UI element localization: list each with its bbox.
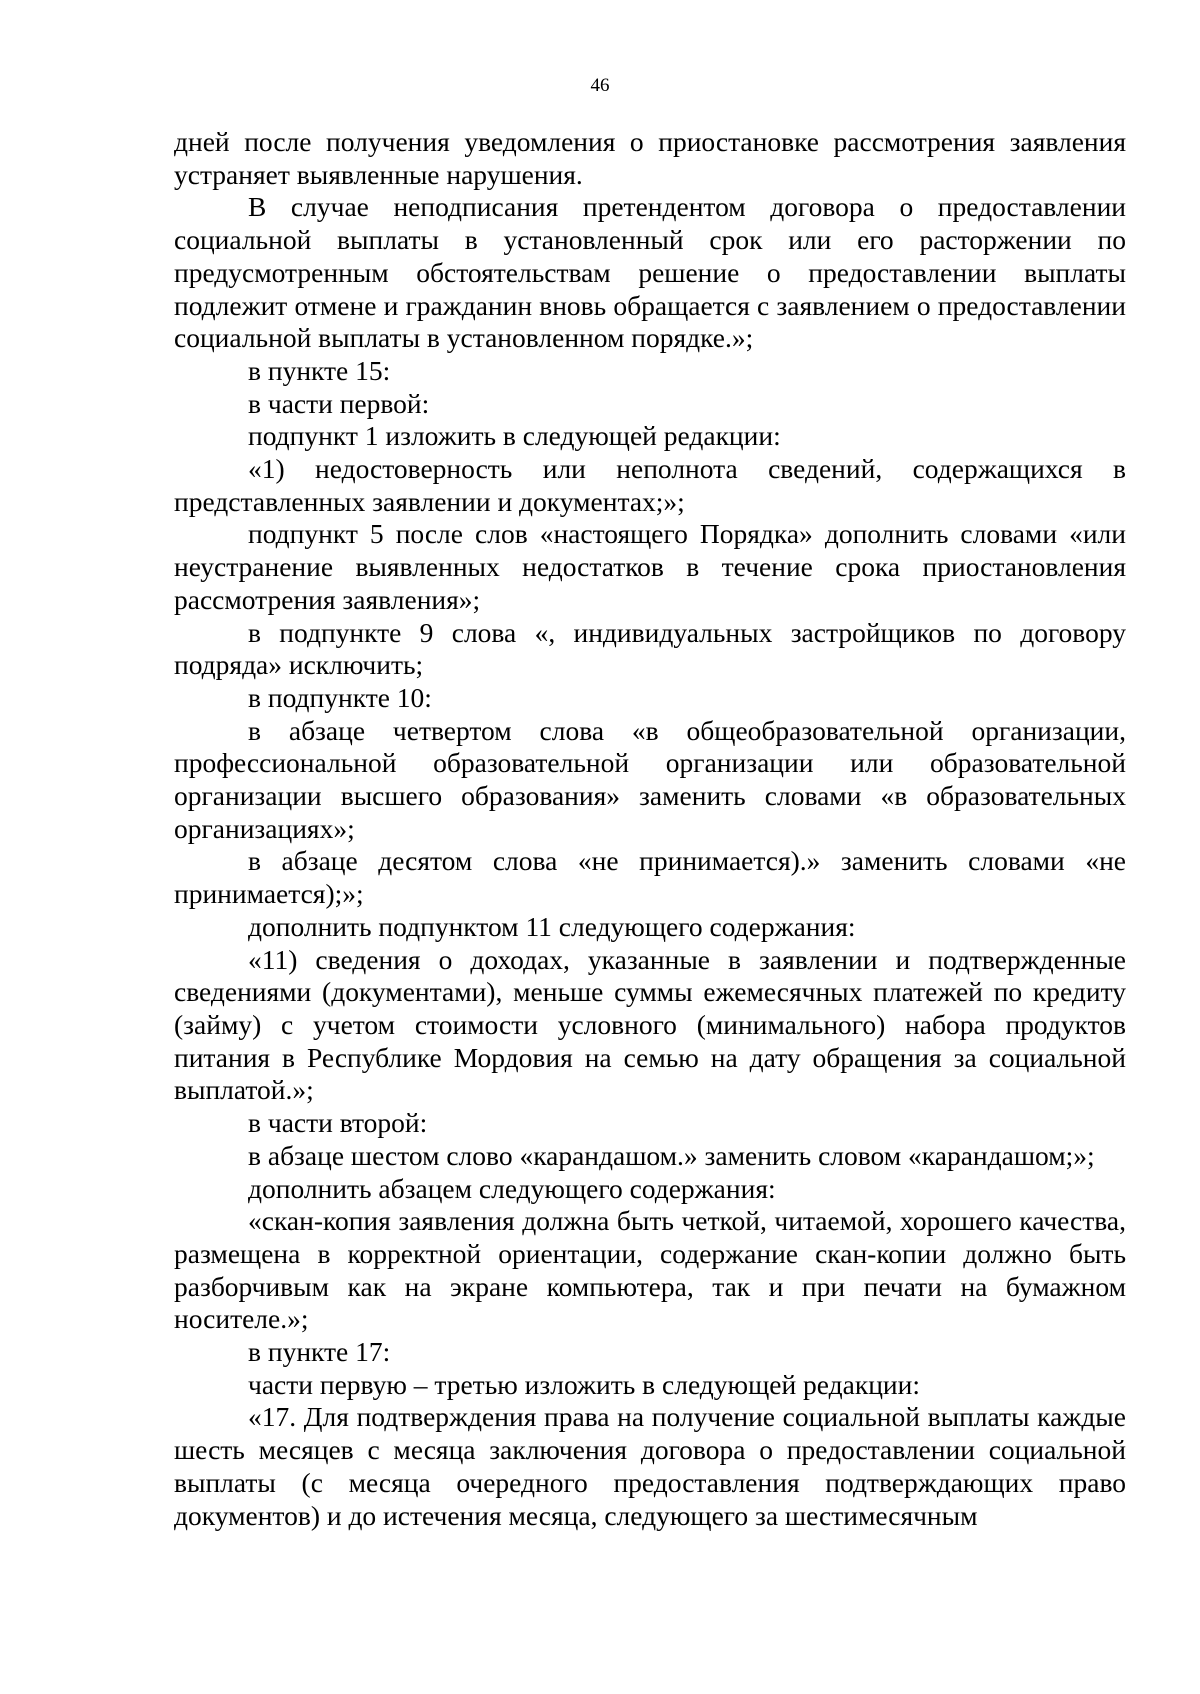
paragraph: части первую – третью изложить в следующей редакции: bbox=[248, 1368, 921, 1400]
paragraph: в подпункте 9 слова «, индивидуальных застройщиков по договору подряда» исключить; bbox=[174, 616, 1126, 681]
page-number: 46 bbox=[590, 75, 610, 96]
document-body bbox=[174, 126, 1126, 1532]
paragraph: в абзаце шестом слово «карандашом.» заменить словом «карандашом;»; bbox=[248, 1139, 1095, 1171]
paragraph: «скан-копия заявления должна быть четкой, читаемой, хорошего качества, размещена в корректной ориентации, содержание скан-копии должно быть разборчивым как на экране компьютера, так и при печати на бумажном носителе.»; bbox=[174, 1205, 1126, 1335]
paragraph: В случае неподписания претендентом договора о предоставлении социальной выплаты в установленный срок или его расторжении по предусмотренным обстоятельствам решение о предоставлении выплаты подлежит отмене и гражданин вновь обращается с заявлением о предоставлении социальной выплаты в установленном порядке.»; bbox=[174, 191, 1126, 354]
paragraph: дней после получения уведомления о приостановке рассмотрения заявления устраняет выявленные нарушения. bbox=[174, 126, 1126, 190]
paragraph: в части первой: bbox=[248, 387, 430, 419]
paragraph: «11) сведения о доходах, указанные в заявлении и подтвержденные сведениями (документами), меньше суммы ежемесячных платежей по кредиту (займу) с учетом стоимости условного (минимального) набора продуктов питания в Республике Мордовия на семью на дату обращения за социальной выплатой.»; bbox=[174, 943, 1126, 1106]
paragraph: в абзаце десятом слова «не принимается).» заменить словами «не принимается);»; bbox=[174, 845, 1126, 910]
paragraph: подпункт 5 после слов «настоящего Порядка» дополнить словами «или неустранение выявленных недостатков в течение срока приостановления рассмотрения заявления»; bbox=[174, 518, 1126, 615]
paragraph: в пункте 17: bbox=[248, 1336, 391, 1368]
paragraph: «1) недостоверность или неполнота сведений, содержащихся в представленных заявлении и документах;»; bbox=[174, 453, 1126, 517]
paragraph: дополнить абзацем следующего содержания: bbox=[248, 1172, 776, 1204]
paragraph: дополнить подпунктом 11 следующего содержания: bbox=[248, 910, 856, 942]
paragraph: в пункте 15: bbox=[248, 354, 391, 386]
paragraph: в части второй: bbox=[248, 1107, 428, 1139]
paragraph: подпункт 1 изложить в следующей редакции: bbox=[248, 420, 781, 452]
paragraph: «17. Для подтверждения права на получение социальной выплаты каждые шесть месяцев с месяца заключения договора о предоставлении социальной выплаты (с месяца очередного предоставления подтверждающих право документов) и до истечения месяца, следующего за шестимесячным bbox=[174, 1401, 1126, 1531]
paragraph: в подпункте 10: bbox=[248, 681, 432, 713]
paragraph: в абзаце четвертом слова «в общеобразовательной организации, профессиональной образовательной организации или образовательной организации высшего образования» заменить словами «в образовательных организациях»; bbox=[174, 714, 1126, 844]
